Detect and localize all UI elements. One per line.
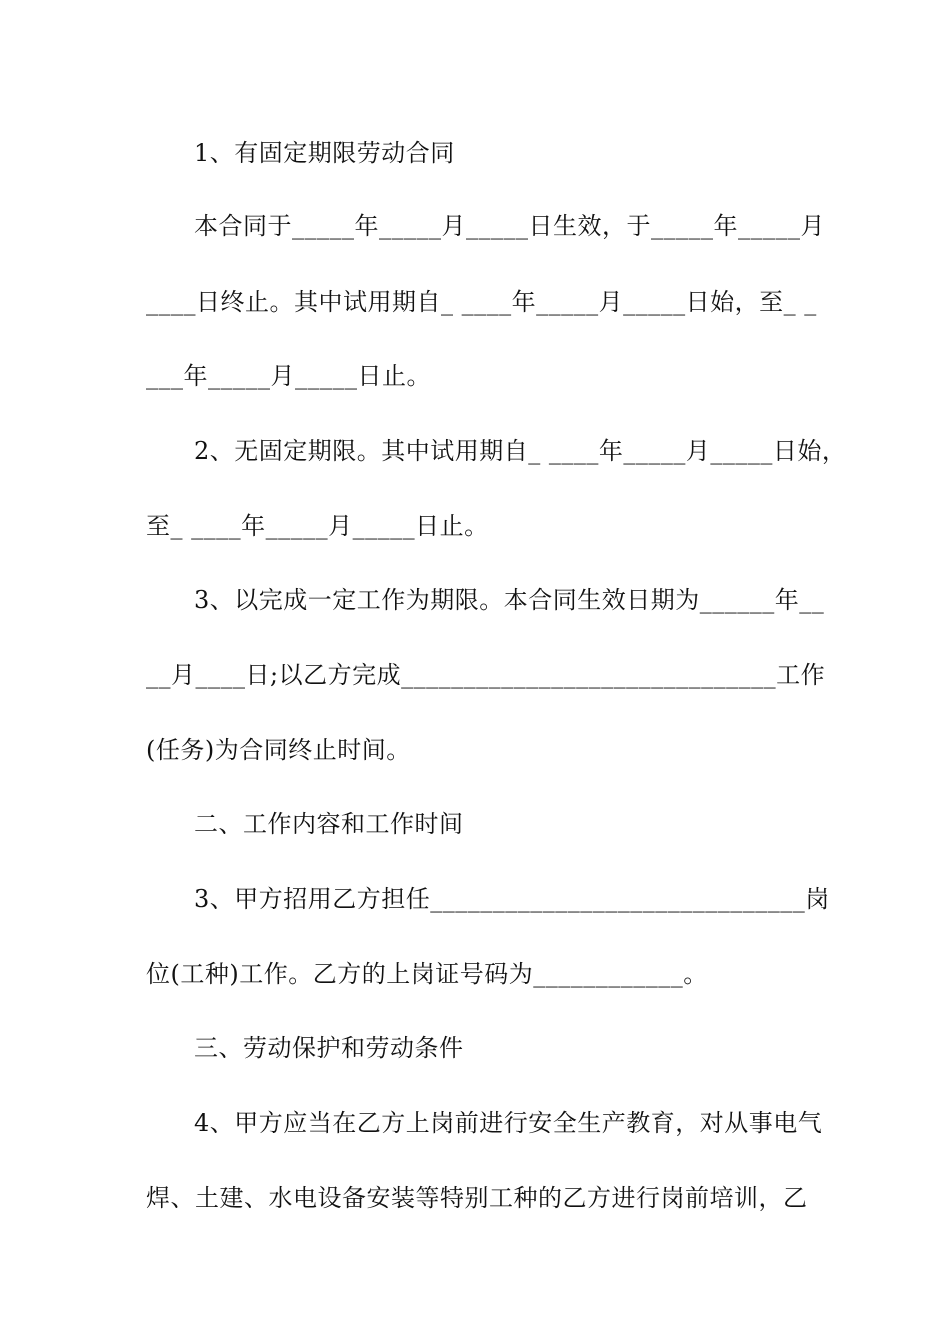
section-2-heading: 二、工作内容和工作时间 — [194, 810, 464, 838]
section-3-heading: 三、劳动保护和劳动条件 — [194, 1034, 464, 1062]
clause-2-line-1: 2、无固定期限。其中试用期自_ ____年_____月_____日始， — [194, 437, 847, 465]
clause-1-line-3: ___年_____月_____日止。 — [146, 362, 431, 390]
clause-1-heading: 1、有固定期限劳动合同 — [194, 139, 455, 167]
clause-1-line-2: ____日终止。其中试用期自_ ____年_____月_____日始，至_ _ — [146, 288, 817, 316]
clause-1-line-1: 本合同于_____年_____月_____日生效，于_____年_____月 — [194, 212, 825, 240]
clause-4-line-1: 4、甲方应当在乙方上岗前进行安全生产教育，对从事电气 — [194, 1109, 823, 1137]
clause-3-line-3: (任务)为合同终止时间。 — [146, 736, 411, 764]
clause-2-line-2: 至_ ____年_____月_____日止。 — [146, 512, 489, 540]
clause-3-line-1: 3、以完成一定工作为期限。本合同生效日期为______年__ — [194, 586, 825, 614]
clause-4-line-2: 焊、土建、水电设备安装等特别工种的乙方进行岗前培训，乙 — [146, 1184, 808, 1212]
clause-3b-line-1: 3、甲方招用乙方担任______________________________岗 — [194, 885, 830, 913]
clause-3b-line-2: 位(工种)工作。乙方的上岗证号码为____________。 — [146, 960, 708, 988]
clause-3-line-2: __月____日;以乙方完成______________________________工作 — [146, 661, 826, 689]
